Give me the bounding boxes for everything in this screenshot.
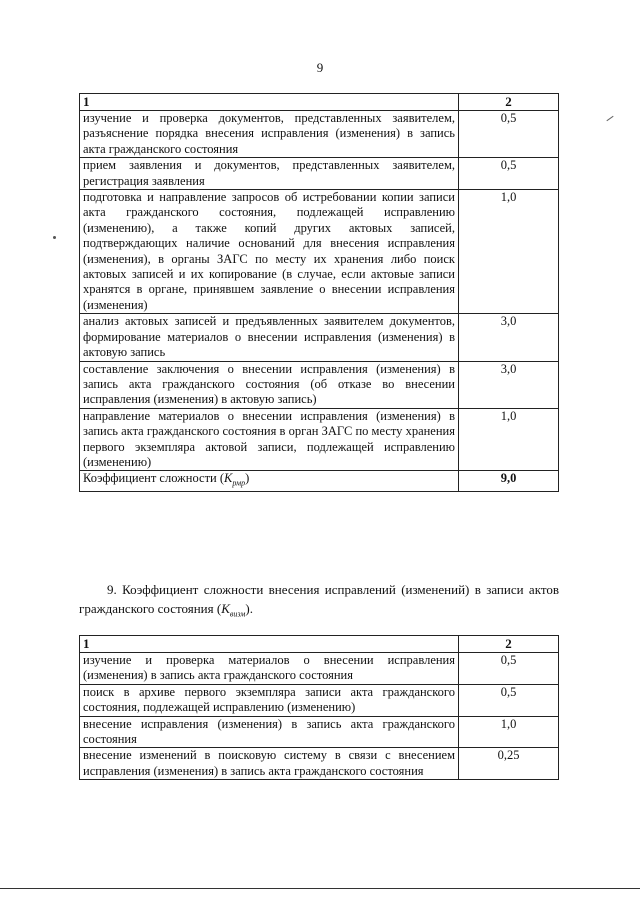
table-row [80, 684, 559, 716]
operation-cell: изучение и проверка материалов о внесении исправления (изменения) в запись акта гражданского состояния [80, 653, 459, 685]
coefficient-symbol: K [221, 601, 230, 616]
paragraph-close: ). [245, 601, 253, 616]
table-header-row [80, 94, 559, 111]
value-cell: 1,0 [459, 408, 559, 471]
column-header-1: 1 [80, 636, 459, 653]
value-cell: 1,0 [459, 716, 559, 748]
operation-cell: анализ актовых записей и предъявленных заявителем документов, формирование материалов о внесении исправления (изменения) в актовую запись [80, 314, 459, 361]
page-bottom-rule [0, 888, 640, 889]
table-row [80, 190, 559, 314]
total-label: Коэффициент сложности ( [83, 471, 225, 486]
value-cell: 0,25 [459, 748, 559, 780]
table-header-row [80, 636, 559, 653]
value-cell: 3,0 [459, 314, 559, 361]
paragraph-text: 9. Коэффициент сложности внесения исправлений (изменений) в записи актов гражданского состояния ( [79, 582, 559, 616]
value-cell: 0,5 [459, 653, 559, 685]
value-cell: 0,5 [459, 158, 559, 190]
coefficient-table-2 [79, 635, 559, 780]
value-cell: 0,5 [459, 684, 559, 716]
operation-cell: подготовка и направление запросов об истребовании копии записи акта гражданского состояния, подлежащей исправлению (изменению), а также копий других актовых записей, подтверждающих наличие оснований для внесения исправления (изменения), в органы ЗАГС по месту их хранения либо поиск актовых записей и их копирование (в случае, если актовые записи хранятся в органе, принявшем заявление о внесении исправления (изменения) [80, 190, 459, 314]
table-row [80, 314, 559, 361]
coefficient-subscript: рмр [232, 478, 246, 488]
operation-cell: изучение и проверка документов, представленных заявителем, разъяснение порядка внесения исправления (изменения) в запись акта гражданского состояния [80, 111, 459, 158]
operation-cell: внесение исправления (изменения) в запись акта гражданского состояния [80, 716, 459, 748]
table-row [80, 361, 559, 408]
operation-cell: прием заявления и документов, представленных заявителем, регистрация заявления [80, 158, 459, 190]
operation-cell: поиск в архиве первого экземпляра записи акта гражданского состояния, подлежащей исправлению (изменению) [80, 684, 459, 716]
coefficient-subscript: визм [229, 609, 246, 619]
total-label-cell [80, 471, 459, 492]
total-value-cell: 9,0 [459, 471, 559, 492]
scan-mark [606, 116, 613, 121]
section-9-paragraph [79, 580, 559, 624]
value-cell: 3,0 [459, 361, 559, 408]
page-number: 9 [316, 60, 324, 75]
column-header-1: 1 [80, 94, 459, 111]
table-row [80, 158, 559, 190]
operation-cell: внесение изменений в поисковую систему в связи с внесением исправления (изменения) в запись акта гражданского состояния [80, 748, 459, 780]
column-header-2: 2 [459, 94, 559, 111]
table-row [80, 408, 559, 471]
table-row [80, 748, 559, 780]
scan-mark [53, 236, 56, 239]
table-row [80, 653, 559, 685]
table-row [80, 716, 559, 748]
value-cell: 1,0 [459, 190, 559, 314]
operation-cell: направление материалов о внесении исправления (изменения) в запись акта гражданского состояния в орган ЗАГС по месту хранения первого экземпляра актовой записи, подлежащей исправлению (изменению) [80, 408, 459, 471]
coefficient-table-1 [79, 93, 559, 492]
value-cell: 0,5 [459, 111, 559, 158]
total-label-close: ) [245, 471, 250, 486]
coefficient-symbol: K [224, 471, 233, 486]
total-row [80, 471, 559, 492]
table-row [80, 111, 559, 158]
operation-cell: составление заключения о внесении исправления (изменения) в запись акта гражданского состояния (об отказе во внесении исправления (изменения) в актовую запись) [80, 361, 459, 408]
column-header-2: 2 [459, 636, 559, 653]
